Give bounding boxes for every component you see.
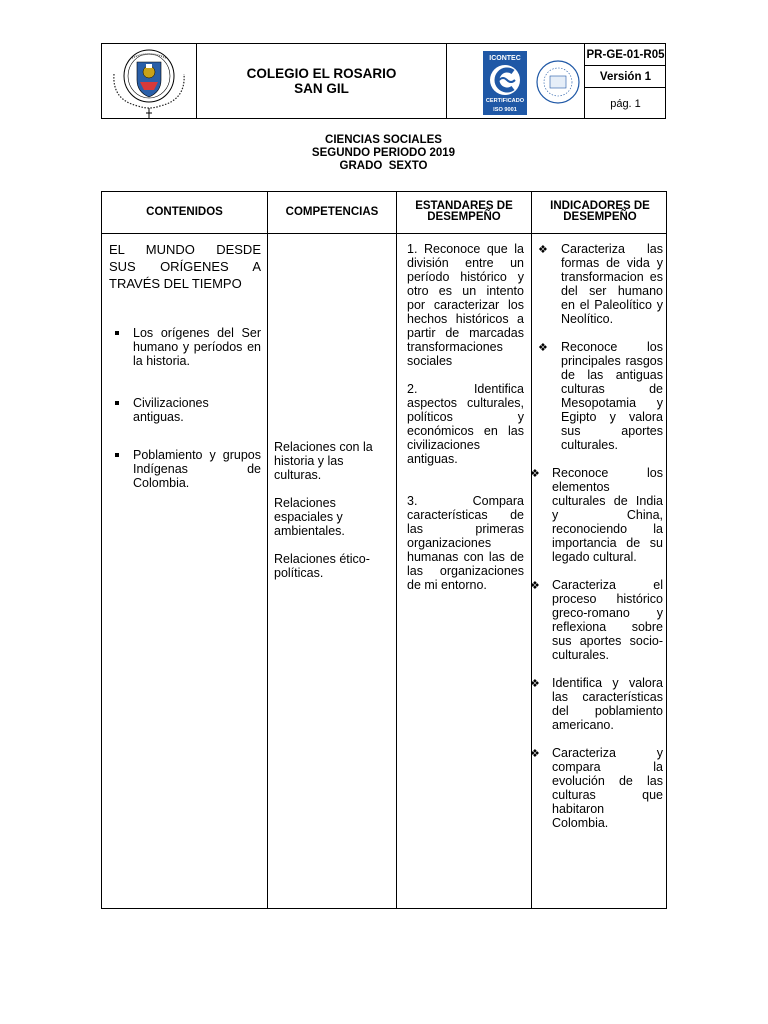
estandares-column	[407, 242, 524, 606]
contenidos-column	[109, 241, 261, 490]
school-crest-icon	[102, 44, 197, 120]
logo-cell	[102, 44, 197, 118]
indicador-text: Identifica y valora las características del poblamiento americano.	[552, 676, 663, 732]
competencia-item: Relaciones ético-políticas.	[274, 552, 370, 580]
list-item	[530, 676, 663, 732]
indicador-text: Caracteriza el proceso histórico greco-romano y reflexiona sobre sus aportes socio-culturales.	[552, 578, 663, 662]
competencia-item: Relaciones espaciales y ambientales.	[274, 496, 345, 538]
school-name-cell	[197, 44, 447, 118]
period-title: SEGUNDO PERIODO 2019	[311, 147, 456, 159]
indicador-text: Reconoce los elementos culturales de India y China, reconociendo la importancia de su legado cultural.	[552, 466, 663, 564]
document-code-cell	[585, 44, 666, 118]
document-version: Versión 1	[585, 66, 666, 88]
unit-title	[109, 241, 261, 292]
iqnet-logo-icon	[533, 57, 583, 107]
unit-title-line: EL MUNDO DESDE	[109, 242, 261, 257]
certification-cell	[447, 44, 585, 118]
estandar-item: 2. Identifica aspectos culturales, políticos y económicos en las civilizaciones antiguas.	[407, 382, 524, 466]
indicadores-column	[530, 242, 663, 844]
header-estandares: ESTANDARES DE DESEMPEÑO	[415, 200, 513, 223]
unit-title-line: SUS ORÍGENES A	[109, 259, 261, 274]
diamond-bullet-icon: ❖	[530, 748, 540, 760]
list-item	[537, 340, 663, 452]
list-item	[537, 242, 663, 326]
school-name-line2: SAN GIL	[294, 81, 349, 96]
indicadores-list	[530, 242, 663, 830]
competencias-column	[274, 440, 388, 594]
diamond-bullet-icon: ❖	[538, 244, 548, 256]
school-name-line1: COLEGIO EL ROSARIO	[246, 66, 397, 81]
column-divider	[396, 192, 397, 908]
indicador-text: Reconoce los principales rasgos de las antiguas culturas de Mesopotamia y Egipto y valora sus aportes culturales.	[561, 340, 663, 452]
curriculum-table	[101, 191, 667, 909]
indicador-text: Caracteriza y compara la evolución de las culturas que habitaron Colombia.	[552, 746, 663, 830]
unit-title-line: TRAVÉS DEL TIEMPO	[109, 276, 242, 291]
diamond-bullet-icon: ❖	[530, 678, 540, 690]
column-divider	[531, 192, 532, 908]
list-item	[530, 746, 663, 830]
document-code: PR-GE-01-R05	[585, 44, 666, 66]
competencia-item: Relaciones con la historia y las culturas.	[274, 440, 373, 482]
list-item	[530, 466, 663, 564]
estandar-item: 3. Compara características de las primeras organizaciones humanas con las de las organizaciones de mi entorno.	[407, 494, 524, 592]
page-number: pág. 1	[610, 97, 641, 110]
cert-label-text: CERTIFICADO	[485, 98, 525, 104]
list-item: Poblamiento y grupos Indígenas de Colombia.	[109, 448, 261, 490]
diamond-bullet-icon: ❖	[538, 342, 548, 354]
indicador-text: Caracteriza las formas de vida y transformacion es del ser humano en el Paleolítico y Neolítico.	[561, 242, 663, 326]
grade-title: GRADO SEXTO	[339, 160, 428, 172]
cert-standard-text: ISO 9001	[493, 107, 517, 113]
subject-title: CIENCIAS SOCIALES	[325, 134, 442, 146]
header-contenidos: CONTENIDOS	[146, 205, 223, 218]
contenidos-list	[109, 326, 261, 490]
document-titles	[101, 134, 666, 173]
list-item	[530, 578, 663, 662]
list-item: Los orígenes del Ser humano y períodos en la historia.	[109, 326, 261, 368]
list-item: Civilizaciones antiguas.	[109, 396, 261, 424]
header-row-divider	[102, 233, 666, 234]
diamond-bullet-icon: ❖	[530, 468, 540, 480]
cert-brand-text: ICONTEC	[489, 55, 521, 62]
document-header	[101, 43, 666, 119]
diamond-bullet-icon: ❖	[530, 580, 540, 592]
column-divider	[267, 192, 268, 908]
estandar-item: 1. Reconoce que la división entre un período histórico y otro es un intento por caracterizar los hechos históricos a partir de marcadas transformaciones sociales	[407, 242, 524, 368]
header-indicadores: INDICADORES DE DESEMPEÑO	[550, 200, 650, 223]
header-competencias: COMPETENCIAS	[285, 205, 379, 218]
